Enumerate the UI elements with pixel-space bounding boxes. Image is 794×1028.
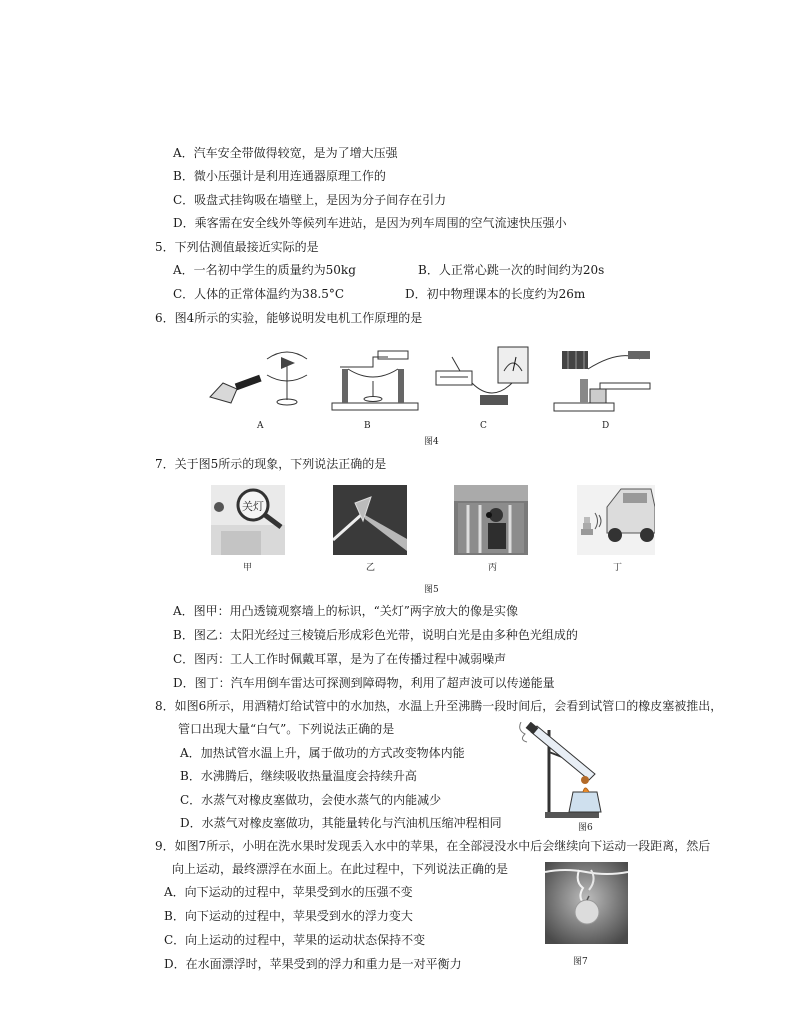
- q8-stem-line1: 8．如图6所示，用酒精灯给试管中的水加热，水温上升至沸腾一段时间后，会看到试管口的橡皮塞被推出，: [155, 699, 723, 713]
- q9-option-b: B．向下运动的过程中，苹果受到水的浮力变大: [164, 909, 413, 923]
- figure-5-caption: 图5: [424, 585, 439, 595]
- q7-option-a: A．图甲：用凸透镜观察墙上的标识，“关灯”两字放大的像是实像: [173, 604, 518, 618]
- figure-5-ding: [577, 485, 655, 555]
- q9-option-d: D．在水面漂浮时，苹果受到的浮力和重力是一对平衡力: [164, 957, 462, 971]
- figure-4d: [550, 345, 660, 415]
- figure-5-ding-label: 丁: [613, 563, 623, 573]
- q4-option-a: A．汽车安全带做得较宽，是为了增大压强: [173, 146, 398, 160]
- q8-option-a: A．加热试管水温上升，属于做功的方式改变物体内能: [180, 746, 465, 760]
- figure-4c-label: C: [480, 421, 487, 431]
- figure-4c: [432, 343, 532, 413]
- figure-4b-label: B: [364, 421, 371, 431]
- q5-stem: 5．下列估测值最接近实际的是: [155, 240, 319, 254]
- q7-stem: 7．关于图5所示的现象，下列说法正确的是: [155, 457, 387, 471]
- q9-stem-line2: 向上运动，最终漂浮在水面上。在此过程中，下列说法正确的是: [172, 862, 509, 876]
- figure-7: [545, 862, 628, 944]
- q8-option-c: C．水蒸气对橡皮塞做功，会使水蒸气的内能减少: [180, 793, 442, 807]
- q9-stem-line1: 9．如图7所示，小明在洗水果时发现丢入水中的苹果，在全部浸没水中后会继续向下运动一段距离，然后: [155, 839, 711, 853]
- figure-6-caption: 图6: [578, 823, 593, 833]
- q4-option-b: B．微小压强计是利用连通器原理工作的: [173, 169, 386, 183]
- q9-option-a: A．向下运动的过程中，苹果受到水的压强不变: [164, 885, 413, 899]
- q4-option-c: C．吸盘式挂钩吸在墙壁上，是因为分子间存在引力: [173, 193, 447, 207]
- q8-option-b: B．水沸腾后，继续吸收热量温度会持续升高: [180, 769, 417, 783]
- figure-5-bing-label: 丙: [488, 563, 498, 573]
- figure-5-bing: [454, 485, 528, 555]
- figure-4a-label: A: [257, 421, 264, 431]
- q5-option-a: A．一名初中学生的质量约为50kg: [173, 263, 356, 277]
- figure-6: [515, 722, 610, 822]
- figure-4b: [328, 345, 423, 413]
- q8-stem-line2: 管口出现大量“白气”。下列说法正确的是: [178, 722, 395, 736]
- figure-5-jia-sign: 关灯: [242, 500, 264, 513]
- figure-4d-label: D: [602, 421, 610, 431]
- q7-option-c: C．图丙：工人工作时佩戴耳罩，是为了在传播过程中减弱噪声: [173, 652, 507, 666]
- figure-5-yi-label: 乙: [366, 563, 376, 573]
- figure-5-jia: [211, 485, 285, 555]
- q7-option-d: D．图丁：汽车用倒车雷达可探测到障碍物，利用了超声波可以传递能量: [173, 676, 555, 690]
- q5-option-d: D．初中物理课本的长度约为26m: [405, 287, 586, 301]
- q5-option-c: C．人体的正常体温约为38.5°C: [173, 287, 345, 301]
- q4-option-d: D．乘客需在安全线外等候列车进站，是因为列车周围的空气流速快压强小: [173, 216, 567, 230]
- figure-7-caption: 图7: [573, 957, 588, 967]
- q6-stem: 6．图4所示的实验，能够说明发电机工作原理的是: [155, 311, 423, 325]
- q5-option-b: B．人正常心跳一次的时间约为20s: [418, 263, 605, 277]
- figure-4a: [205, 345, 315, 410]
- q8-option-d: D．水蒸气对橡皮塞做功，其能量转化与汽油机压缩冲程相同: [180, 816, 502, 830]
- figure-5-yi: [333, 485, 407, 555]
- figure-4-caption: 图4: [424, 437, 439, 447]
- q7-option-b: B．图乙：太阳光经过三棱镜后形成彩色光带，说明白光是由多种色光组成的: [173, 628, 578, 642]
- q9-option-c: C．向上运动的过程中，苹果的运动状态保持不变: [164, 933, 426, 947]
- figure-5-jia-label: 甲: [243, 563, 253, 573]
